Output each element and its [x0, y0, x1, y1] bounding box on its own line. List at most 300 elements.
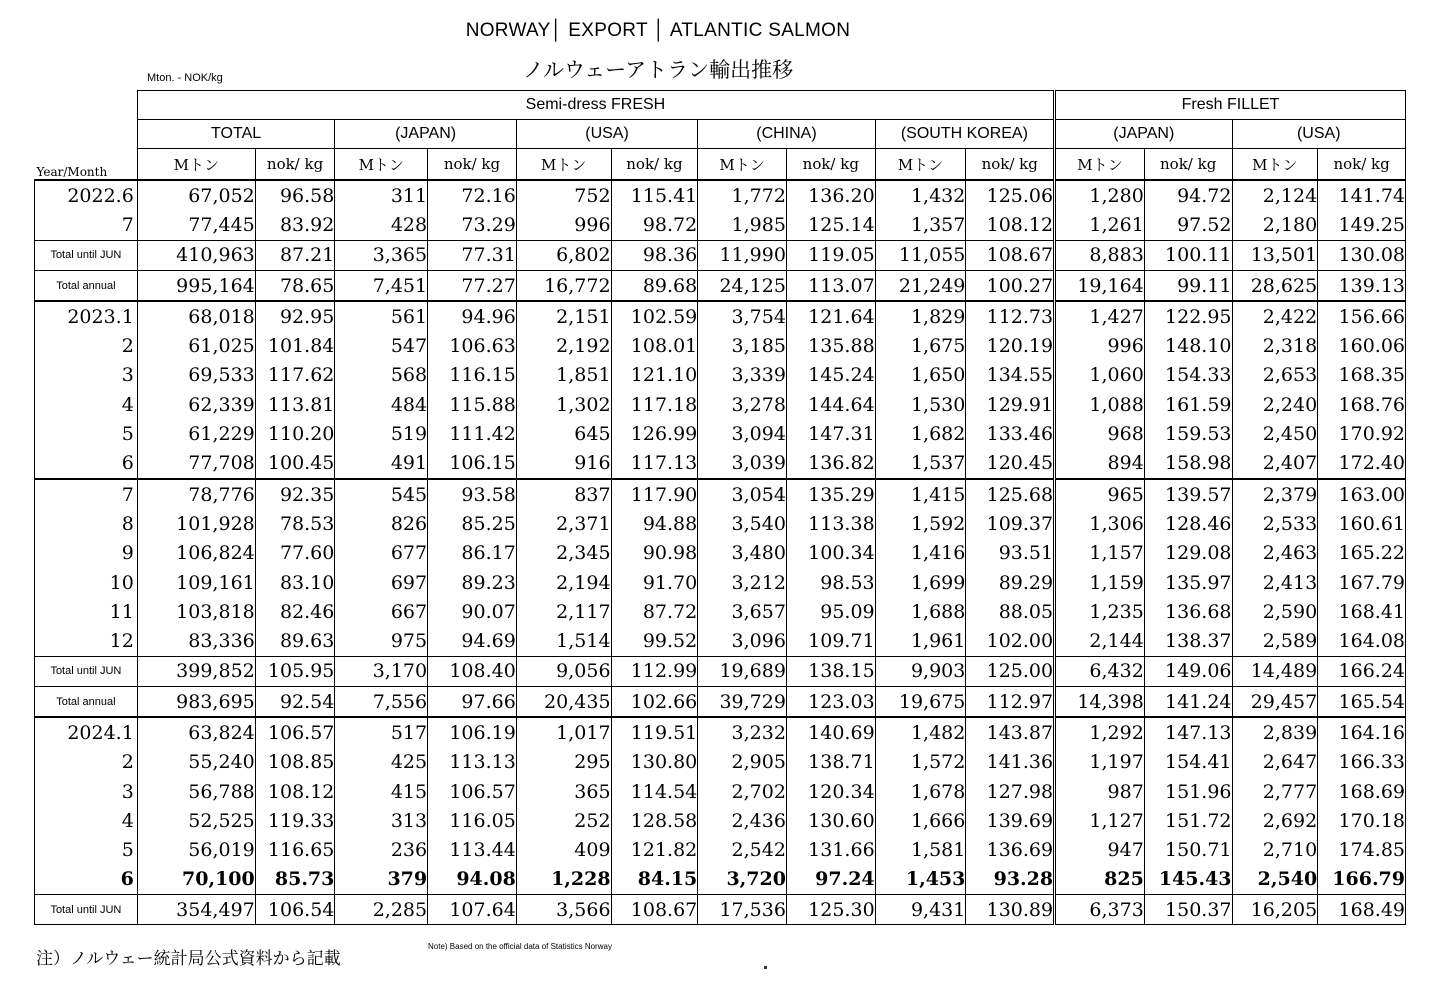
cell-mton: 313: [335, 806, 428, 835]
cell-mton: 1,127: [1055, 806, 1145, 835]
cell-mton: 975: [335, 626, 428, 656]
cell-mton: 2,702: [698, 777, 787, 806]
cell-mton: 6,802: [516, 240, 611, 270]
cell-mton: 677: [335, 539, 428, 568]
cell-nok-kg: 117.18: [611, 390, 698, 419]
cell-mton: 2,653: [1232, 361, 1318, 390]
unit-nok-header: nok/ kg: [786, 149, 875, 181]
cell-mton: 6,432: [1055, 656, 1145, 686]
row-label: 2022.6: [35, 180, 138, 210]
cell-nok-kg: 100.45: [255, 449, 335, 479]
cell-nok-kg: 168.35: [1318, 361, 1406, 390]
year-month-header: Year/Month: [35, 149, 138, 181]
cell-nok-kg: 122.95: [1144, 301, 1232, 331]
cell-nok-kg: 114.54: [611, 777, 698, 806]
cell-mton: 1,961: [875, 626, 966, 656]
cell-nok-kg: 159.53: [1144, 419, 1232, 448]
cell-nok-kg: 170.92: [1318, 419, 1406, 448]
table-row: [35, 390, 1406, 419]
cell-nok-kg: 99.52: [611, 626, 698, 656]
cell-mton: 29,457: [1232, 687, 1318, 718]
cell-nok-kg: 150.37: [1144, 895, 1232, 925]
cell-mton: 1,261: [1055, 210, 1145, 240]
row-label: 9: [35, 539, 138, 568]
cell-nok-kg: 117.13: [611, 449, 698, 479]
cell-nok-kg: 72.16: [428, 180, 517, 210]
cell-nok-kg: 106.57: [428, 777, 517, 806]
market-header: (USA): [516, 120, 697, 149]
cell-mton: 3,657: [698, 597, 787, 626]
cell-mton: 9,056: [516, 656, 611, 686]
cell-mton: 1,581: [875, 836, 966, 865]
cell-nok-kg: 108.67: [966, 240, 1055, 270]
cell-mton: 1,453: [875, 865, 966, 895]
table-row: [35, 331, 1406, 360]
cell-mton: 3,540: [698, 509, 787, 538]
cell-nok-kg: 139.57: [1144, 479, 1232, 509]
cell-mton: 1,530: [875, 390, 966, 419]
cell-mton: 3,170: [335, 656, 428, 686]
page-subtitle: ノルウェーアトラン輸出推移: [522, 58, 794, 82]
cell-nok-kg: 138.15: [786, 656, 875, 686]
cell-mton: 1,088: [1055, 390, 1145, 419]
cell-nok-kg: 168.69: [1318, 777, 1406, 806]
cell-nok-kg: 92.95: [255, 301, 335, 331]
cell-mton: 1,432: [875, 180, 966, 210]
cell-nok-kg: 91.70: [611, 568, 698, 597]
cell-nok-kg: 150.71: [1144, 836, 1232, 865]
cell-mton: 3,480: [698, 539, 787, 568]
cell-mton: 2,180: [1232, 210, 1318, 240]
cell-mton: 2,379: [1232, 479, 1318, 509]
cell-mton: 645: [516, 419, 611, 448]
cell-nok-kg: 154.33: [1144, 361, 1232, 390]
market-header: (JAPAN): [335, 120, 516, 149]
cell-mton: 21,249: [875, 270, 966, 301]
cell-nok-kg: 93.58: [428, 479, 517, 509]
cell-mton: 1,851: [516, 361, 611, 390]
cell-nok-kg: 112.73: [966, 301, 1055, 331]
cell-nok-kg: 116.65: [255, 836, 335, 865]
unit-mt-header: Mトン: [1055, 149, 1145, 181]
cell-nok-kg: 119.33: [255, 806, 335, 835]
cell-nok-kg: 140.69: [786, 717, 875, 747]
cell-mton: 19,164: [1055, 270, 1145, 301]
cell-mton: 68,018: [137, 301, 255, 331]
cell-nok-kg: 97.66: [428, 687, 517, 718]
table-row: [35, 210, 1406, 240]
cell-mton: 1,228: [516, 865, 611, 895]
cell-mton: 1,197: [1055, 748, 1145, 777]
cell-mton: 2,117: [516, 597, 611, 626]
export-table: [34, 90, 1406, 925]
cell-nok-kg: 145.43: [1144, 865, 1232, 895]
cell-mton: 3,339: [698, 361, 787, 390]
cell-mton: 3,096: [698, 626, 787, 656]
table-row: [35, 479, 1406, 509]
cell-mton: 547: [335, 331, 428, 360]
cell-mton: 916: [516, 449, 611, 479]
cell-nok-kg: 161.59: [1144, 390, 1232, 419]
cell-nok-kg: 172.40: [1318, 449, 1406, 479]
cell-mton: 1,666: [875, 806, 966, 835]
cell-mton: 11,990: [698, 240, 787, 270]
cell-mton: 2,589: [1232, 626, 1318, 656]
cell-mton: 425: [335, 748, 428, 777]
market-header: (CHINA): [698, 120, 875, 149]
cell-nok-kg: 87.21: [255, 240, 335, 270]
cell-nok-kg: 168.41: [1318, 597, 1406, 626]
cell-mton: 52,525: [137, 806, 255, 835]
cell-nok-kg: 151.96: [1144, 777, 1232, 806]
cell-mton: 1,688: [875, 597, 966, 626]
cell-nok-kg: 164.08: [1318, 626, 1406, 656]
cell-mton: 11,055: [875, 240, 966, 270]
cell-nok-kg: 111.42: [428, 419, 517, 448]
cell-nok-kg: 141.36: [966, 748, 1055, 777]
cell-nok-kg: 130.89: [966, 895, 1055, 925]
cell-nok-kg: 138.37: [1144, 626, 1232, 656]
cell-mton: 3,232: [698, 717, 787, 747]
cell-nok-kg: 138.71: [786, 748, 875, 777]
cell-nok-kg: 168.76: [1318, 390, 1406, 419]
cell-mton: 965: [1055, 479, 1145, 509]
market-header: (SOUTH KOREA): [875, 120, 1054, 149]
cell-nok-kg: 147.13: [1144, 717, 1232, 747]
unit-mt-header: Mトン: [698, 149, 787, 181]
market-header: (JAPAN): [1055, 120, 1232, 149]
cell-nok-kg: 108.40: [428, 656, 517, 686]
cell-mton: 2,144: [1055, 626, 1145, 656]
cell-mton: 2,463: [1232, 539, 1318, 568]
cell-mton: 3,212: [698, 568, 787, 597]
cell-mton: 2,194: [516, 568, 611, 597]
cell-mton: 697: [335, 568, 428, 597]
cell-nok-kg: 119.51: [611, 717, 698, 747]
cell-mton: 1,017: [516, 717, 611, 747]
market-header: (USA): [1232, 120, 1406, 149]
cell-mton: 252: [516, 806, 611, 835]
cell-nok-kg: 98.72: [611, 210, 698, 240]
cell-nok-kg: 102.00: [966, 626, 1055, 656]
cell-mton: 1,306: [1055, 509, 1145, 538]
cell-mton: 2,692: [1232, 806, 1318, 835]
cell-nok-kg: 123.03: [786, 687, 875, 718]
cell-mton: 1,650: [875, 361, 966, 390]
cell-nok-kg: 95.09: [786, 597, 875, 626]
stray-dot: [764, 966, 767, 969]
table-total-row: [35, 240, 1406, 270]
cell-nok-kg: 163.00: [1318, 479, 1406, 509]
corner-blank-2: [35, 120, 138, 149]
cell-nok-kg: 100.27: [966, 270, 1055, 301]
cell-nok-kg: 125.00: [966, 656, 1055, 686]
cell-nok-kg: 94.88: [611, 509, 698, 538]
cell-nok-kg: 166.79: [1318, 865, 1406, 895]
cell-mton: 63,824: [137, 717, 255, 747]
cell-mton: 561: [335, 301, 428, 331]
cell-nok-kg: 99.11: [1144, 270, 1232, 301]
cell-nok-kg: 89.29: [966, 568, 1055, 597]
cell-nok-kg: 129.91: [966, 390, 1055, 419]
cell-mton: 7,556: [335, 687, 428, 718]
corner-blank: [35, 91, 138, 120]
row-label: 2024.1: [35, 717, 138, 747]
cell-nok-kg: 106.54: [255, 895, 335, 925]
cell-nok-kg: 86.17: [428, 539, 517, 568]
table-row: [35, 509, 1406, 538]
cell-mton: 2,777: [1232, 777, 1318, 806]
cell-nok-kg: 94.69: [428, 626, 517, 656]
cell-mton: 1,572: [875, 748, 966, 777]
cell-nok-kg: 92.35: [255, 479, 335, 509]
table-row: [35, 717, 1406, 747]
cell-mton: 2,905: [698, 748, 787, 777]
cell-mton: 1,772: [698, 180, 787, 210]
cell-mton: 545: [335, 479, 428, 509]
cell-mton: 752: [516, 180, 611, 210]
cell-mton: 825: [1055, 865, 1145, 895]
cell-mton: 16,205: [1232, 895, 1318, 925]
row-label: 10: [35, 568, 138, 597]
cell-mton: 1,985: [698, 210, 787, 240]
cell-mton: 17,536: [698, 895, 787, 925]
cell-nok-kg: 77.31: [428, 240, 517, 270]
cell-mton: 1,280: [1055, 180, 1145, 210]
cell-mton: 1,675: [875, 331, 966, 360]
cell-nok-kg: 160.61: [1318, 509, 1406, 538]
cell-nok-kg: 101.84: [255, 331, 335, 360]
cell-mton: 2,240: [1232, 390, 1318, 419]
cell-mton: 983,695: [137, 687, 255, 718]
cell-mton: 409: [516, 836, 611, 865]
cell-mton: 1,415: [875, 479, 966, 509]
cell-nok-kg: 109.37: [966, 509, 1055, 538]
cell-nok-kg: 108.12: [255, 777, 335, 806]
cell-nok-kg: 121.64: [786, 301, 875, 331]
unit-nok-header: nok/ kg: [1144, 149, 1232, 181]
cell-nok-kg: 88.05: [966, 597, 1055, 626]
unit-mt-header: Mトン: [875, 149, 966, 181]
cell-nok-kg: 133.46: [966, 419, 1055, 448]
cell-nok-kg: 136.68: [1144, 597, 1232, 626]
cell-nok-kg: 117.90: [611, 479, 698, 509]
cell-nok-kg: 147.31: [786, 419, 875, 448]
cell-mton: 2,192: [516, 331, 611, 360]
cell-nok-kg: 143.87: [966, 717, 1055, 747]
cell-nok-kg: 113.81: [255, 390, 335, 419]
cell-mton: 995,164: [137, 270, 255, 301]
cell-mton: 16,772: [516, 270, 611, 301]
cell-nok-kg: 97.52: [1144, 210, 1232, 240]
cell-mton: 947: [1055, 836, 1145, 865]
table-row: [35, 748, 1406, 777]
cell-nok-kg: 109.71: [786, 626, 875, 656]
cell-nok-kg: 141.74: [1318, 180, 1406, 210]
cell-mton: 3,278: [698, 390, 787, 419]
cell-mton: 517: [335, 717, 428, 747]
cell-mton: 3,185: [698, 331, 787, 360]
cell-mton: 484: [335, 390, 428, 419]
unit-mt-header: Mトン: [516, 149, 611, 181]
cell-nok-kg: 131.66: [786, 836, 875, 865]
cell-nok-kg: 144.64: [786, 390, 875, 419]
cell-nok-kg: 121.10: [611, 361, 698, 390]
row-label: 7: [35, 479, 138, 509]
cell-nok-kg: 149.25: [1318, 210, 1406, 240]
cell-nok-kg: 136.69: [966, 836, 1055, 865]
group-header-semi: Semi-dress FRESH: [137, 91, 1054, 120]
row-label: 3: [35, 777, 138, 806]
cell-mton: 1,292: [1055, 717, 1145, 747]
cell-mton: 78,776: [137, 479, 255, 509]
cell-nok-kg: 85.73: [255, 865, 335, 895]
cell-nok-kg: 113.44: [428, 836, 517, 865]
cell-mton: 2,318: [1232, 331, 1318, 360]
cell-mton: 519: [335, 419, 428, 448]
cell-nok-kg: 165.54: [1318, 687, 1406, 718]
cell-nok-kg: 125.14: [786, 210, 875, 240]
cell-nok-kg: 148.10: [1144, 331, 1232, 360]
cell-mton: 1,482: [875, 717, 966, 747]
row-label: 4: [35, 390, 138, 419]
cell-nok-kg: 115.88: [428, 390, 517, 419]
cell-mton: 415: [335, 777, 428, 806]
cell-nok-kg: 121.82: [611, 836, 698, 865]
cell-nok-kg: 112.97: [966, 687, 1055, 718]
unit-mt-header: Mトン: [1232, 149, 1318, 181]
cell-nok-kg: 168.49: [1318, 895, 1406, 925]
cell-mton: 2,436: [698, 806, 787, 835]
unit-nok-header: nok/ kg: [966, 149, 1055, 181]
cell-mton: 1,537: [875, 449, 966, 479]
cell-nok-kg: 136.82: [786, 449, 875, 479]
cell-mton: 1,235: [1055, 597, 1145, 626]
cell-mton: 3,094: [698, 419, 787, 448]
cell-nok-kg: 117.62: [255, 361, 335, 390]
row-label: 12: [35, 626, 138, 656]
cell-nok-kg: 116.05: [428, 806, 517, 835]
cell-nok-kg: 113.07: [786, 270, 875, 301]
cell-nok-kg: 151.72: [1144, 806, 1232, 835]
cell-mton: 2,542: [698, 836, 787, 865]
cell-mton: 2,450: [1232, 419, 1318, 448]
cell-mton: 2,407: [1232, 449, 1318, 479]
cell-mton: 2,124: [1232, 180, 1318, 210]
table-total-row: [35, 270, 1406, 301]
cell-nok-kg: 136.20: [786, 180, 875, 210]
cell-mton: 3,054: [698, 479, 787, 509]
cell-mton: 2,413: [1232, 568, 1318, 597]
cell-nok-kg: 108.85: [255, 748, 335, 777]
cell-mton: 70,100: [137, 865, 255, 895]
cell-mton: 83,336: [137, 626, 255, 656]
table-row: [35, 865, 1406, 895]
cell-nok-kg: 89.63: [255, 626, 335, 656]
cell-mton: 1,592: [875, 509, 966, 538]
cell-mton: 236: [335, 836, 428, 865]
cell-mton: 2,151: [516, 301, 611, 331]
cell-mton: 19,675: [875, 687, 966, 718]
cell-mton: 1,829: [875, 301, 966, 331]
cell-nok-kg: 106.63: [428, 331, 517, 360]
footnote-english: Note) Based on the official data of Statistics Norway: [428, 942, 612, 951]
cell-nok-kg: 90.98: [611, 539, 698, 568]
unit-nok-header: nok/ kg: [611, 149, 698, 181]
cell-mton: 2,533: [1232, 509, 1318, 538]
row-label: 5: [35, 419, 138, 448]
cell-nok-kg: 141.24: [1144, 687, 1232, 718]
cell-nok-kg: 160.06: [1318, 331, 1406, 360]
cell-nok-kg: 130.80: [611, 748, 698, 777]
cell-nok-kg: 166.33: [1318, 748, 1406, 777]
cell-mton: 20,435: [516, 687, 611, 718]
units-label: Mton. - NOK/kg: [147, 72, 223, 84]
cell-mton: 826: [335, 509, 428, 538]
cell-nok-kg: 106.19: [428, 717, 517, 747]
cell-nok-kg: 125.30: [786, 895, 875, 925]
cell-nok-kg: 164.16: [1318, 717, 1406, 747]
cell-mton: 69,533: [137, 361, 255, 390]
cell-nok-kg: 139.69: [966, 806, 1055, 835]
cell-nok-kg: 89.68: [611, 270, 698, 301]
cell-mton: 7,451: [335, 270, 428, 301]
cell-mton: 109,161: [137, 568, 255, 597]
cell-nok-kg: 113.38: [786, 509, 875, 538]
cell-nok-kg: 83.92: [255, 210, 335, 240]
cell-nok-kg: 149.06: [1144, 656, 1232, 686]
cell-mton: 13,501: [1232, 240, 1318, 270]
table-row: [35, 777, 1406, 806]
cell-mton: 9,903: [875, 656, 966, 686]
cell-mton: 894: [1055, 449, 1145, 479]
cell-nok-kg: 129.08: [1144, 539, 1232, 568]
cell-nok-kg: 108.12: [966, 210, 1055, 240]
cell-nok-kg: 108.67: [611, 895, 698, 925]
cell-nok-kg: 170.18: [1318, 806, 1406, 835]
table-row: [35, 597, 1406, 626]
cell-nok-kg: 154.41: [1144, 748, 1232, 777]
cell-nok-kg: 120.45: [966, 449, 1055, 479]
cell-mton: 77,445: [137, 210, 255, 240]
cell-mton: 987: [1055, 777, 1145, 806]
cell-mton: 996: [516, 210, 611, 240]
cell-nok-kg: 113.13: [428, 748, 517, 777]
cell-mton: 101,928: [137, 509, 255, 538]
cell-nok-kg: 92.54: [255, 687, 335, 718]
cell-nok-kg: 106.57: [255, 717, 335, 747]
cell-mton: 6,373: [1055, 895, 1145, 925]
table-row: [35, 449, 1406, 479]
cell-mton: 2,839: [1232, 717, 1318, 747]
cell-mton: 24,125: [698, 270, 787, 301]
table-row: [35, 626, 1406, 656]
cell-nok-kg: 110.20: [255, 419, 335, 448]
row-label: 8: [35, 509, 138, 538]
page-title: NORWAY│ EXPORT │ ATLANTIC SALMON: [465, 20, 851, 41]
unit-nok-header: nok/ kg: [255, 149, 335, 181]
cell-nok-kg: 78.65: [255, 270, 335, 301]
cell-mton: 19,689: [698, 656, 787, 686]
unit-mt-header: Mトン: [137, 149, 255, 181]
cell-nok-kg: 120.34: [786, 777, 875, 806]
cell-nok-kg: 115.41: [611, 180, 698, 210]
cell-nok-kg: 130.08: [1318, 240, 1406, 270]
cell-mton: 3,566: [516, 895, 611, 925]
cell-nok-kg: 158.98: [1144, 449, 1232, 479]
cell-mton: 1,427: [1055, 301, 1145, 331]
cell-mton: 77,708: [137, 449, 255, 479]
